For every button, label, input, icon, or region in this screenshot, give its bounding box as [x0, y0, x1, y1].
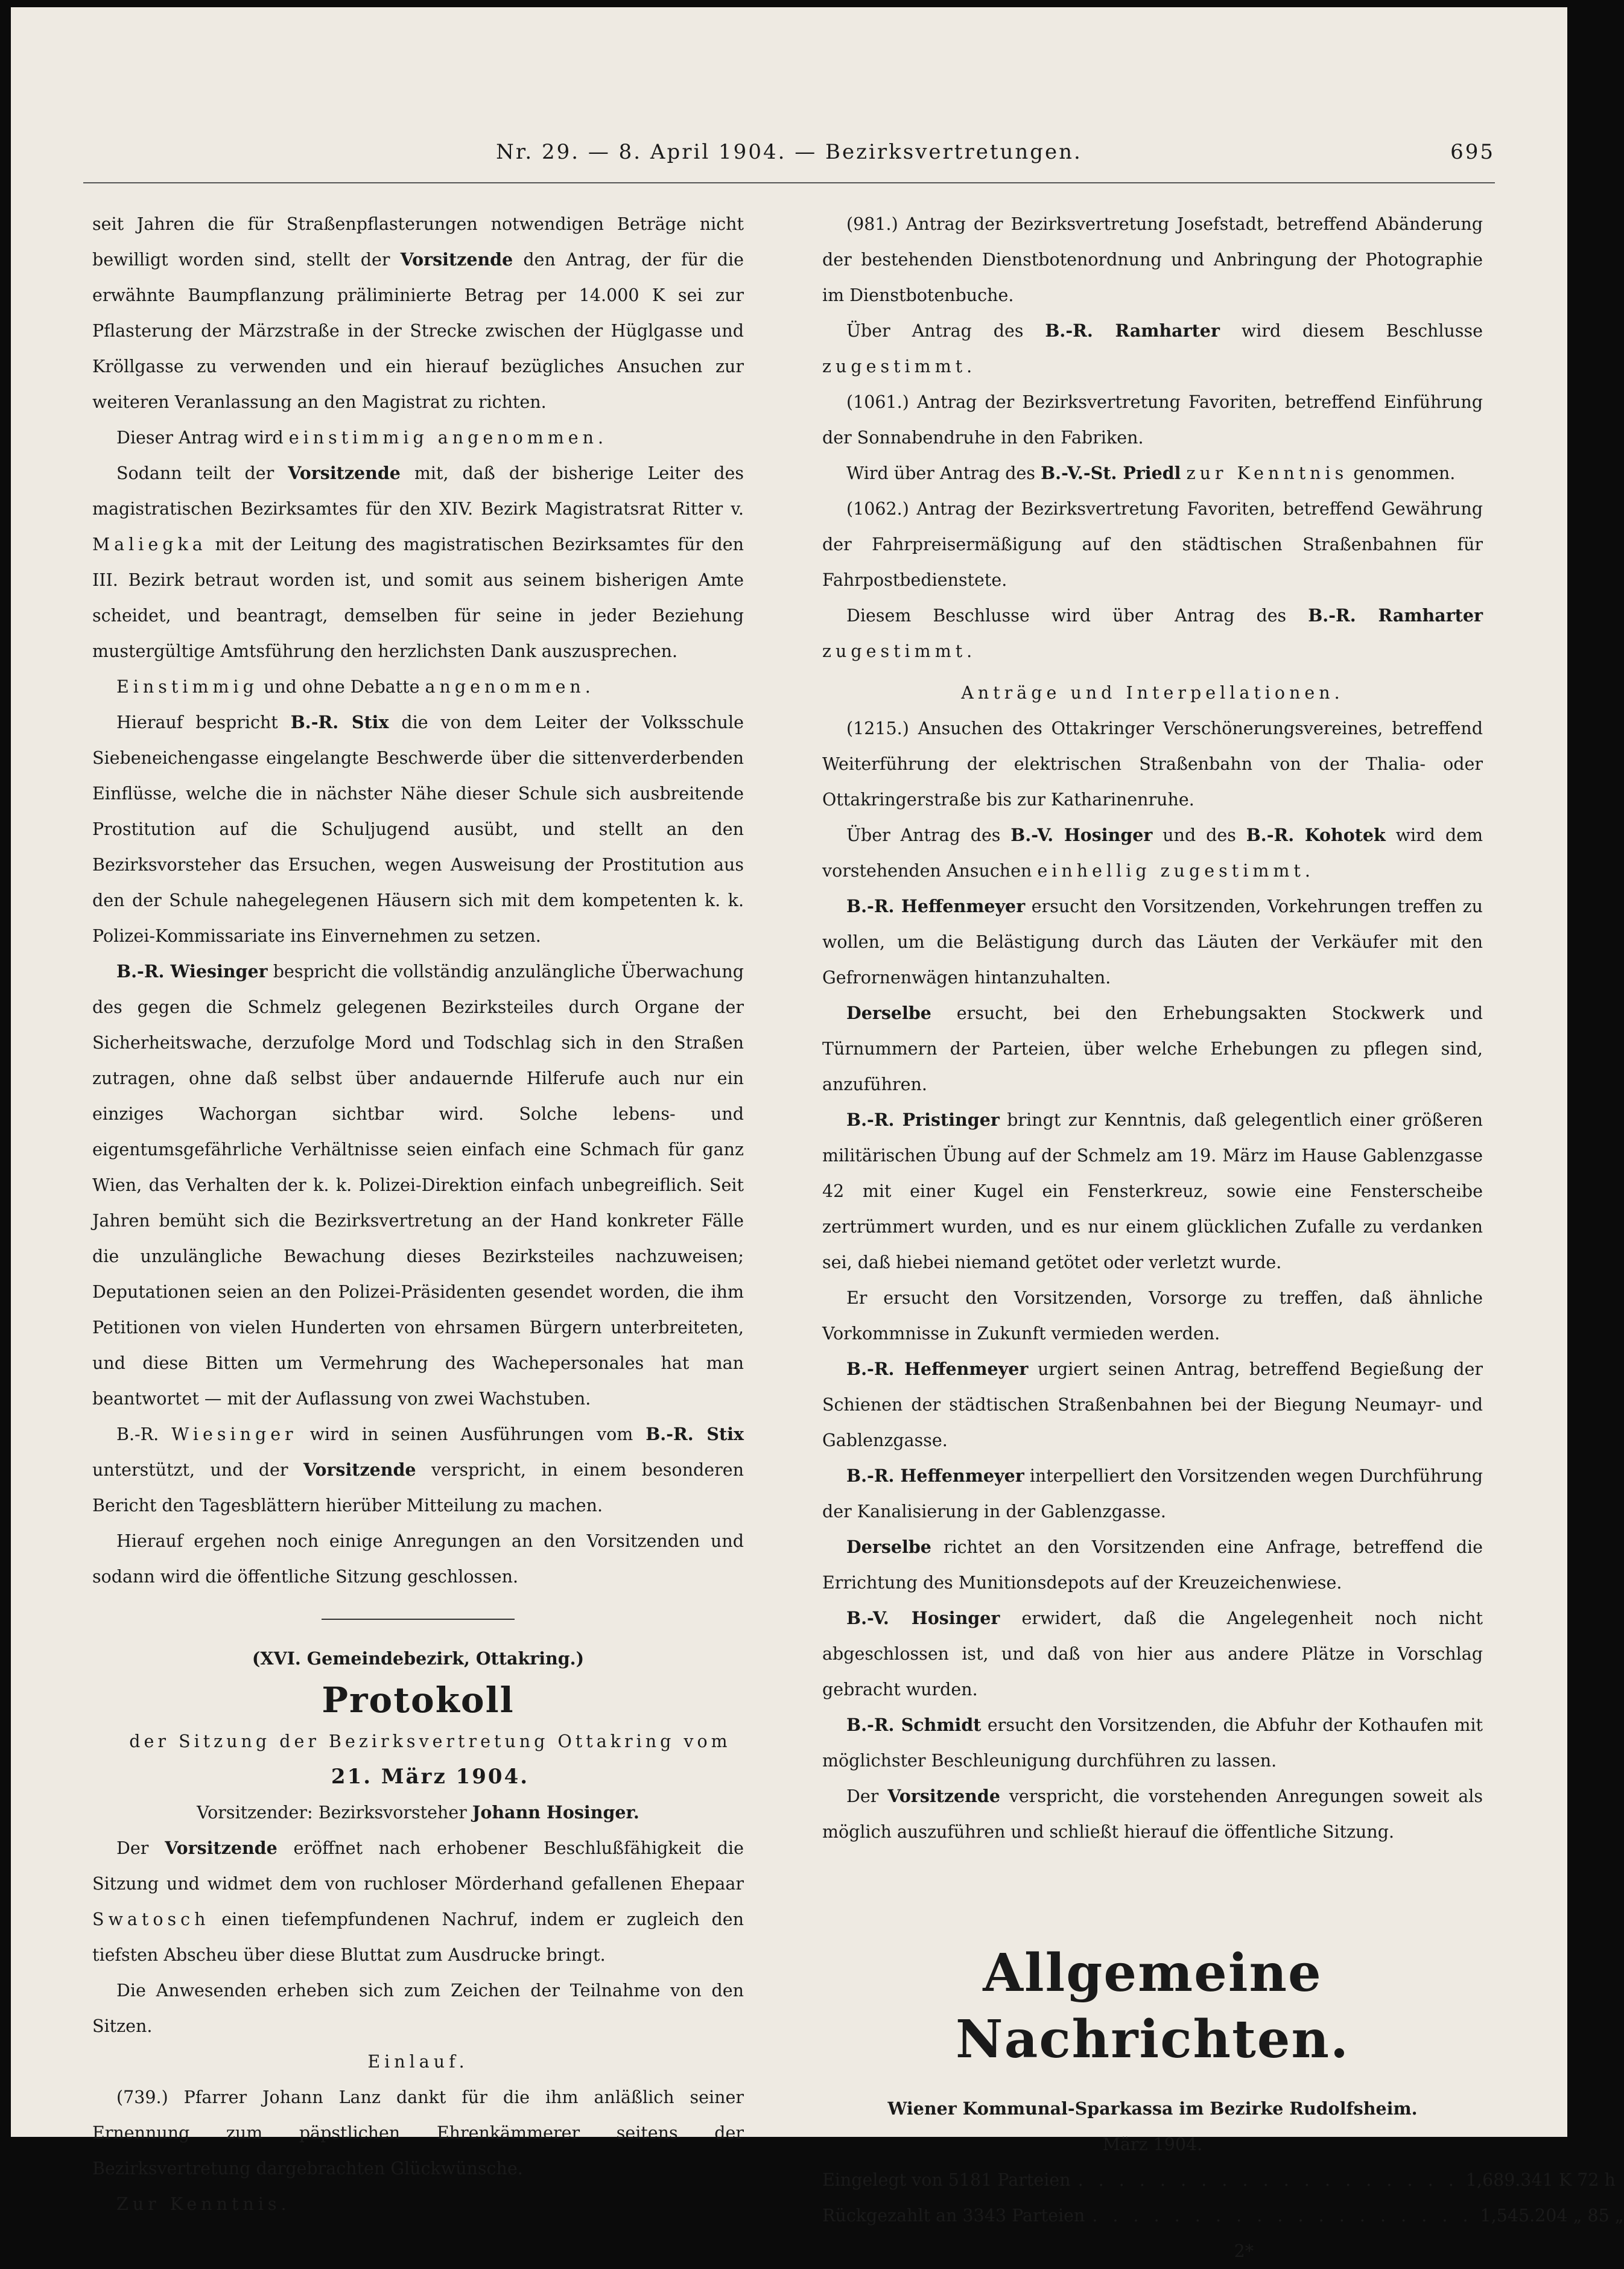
chair-line: Vorsitzender: Bezirksvorsteher Johann Hosinger. — [197, 1802, 639, 1823]
speaker: B.-R. Heffenmeyer — [846, 1359, 1029, 1379]
section-divider — [322, 1619, 515, 1620]
table-row — [822, 2162, 1616, 2198]
paragraph: Einstimmig und ohne Debatte angenommen. — [116, 677, 595, 697]
speaker: B.-R. Pristinger — [846, 1109, 1000, 1130]
speaker: Vorsitzende — [303, 1459, 416, 1480]
speaker: B.-R. Ramharter — [1308, 605, 1483, 626]
paragraph: Der Vorsitzende verspricht, die vorstehenden Anregungen soweit als möglich auszuführen und schließt hierauf die öffentliche Sitzung. — [822, 1786, 1483, 1842]
speaker: B.-V. Hosinger — [1010, 825, 1153, 845]
paragraph: (981.) Antrag der Bezirksvertretung Josefstadt, betreffend Abänderung der bestehenden Dienstbotenordnung und Anbringung der Photographie im Dienstbotenbuche. — [822, 214, 1483, 305]
session-line: der Sitzung der Bezirksvertretung Ottakring vom — [129, 1731, 731, 1751]
antraege-heading: Anträge und Interpellationen. — [961, 683, 1344, 703]
leader-dots: . . . . . . . . . . . . . . . . . . . — [1092, 2206, 1473, 2226]
einlauf-heading: Einlauf. — [367, 2052, 469, 2072]
kasse-heading: Wiener Kommunal-Sparkassa im Bezirke Rudolfsheim. — [887, 2098, 1418, 2119]
paragraph: Wird über Antrag des B.-V.-St. Priedl zur Kenntnis genommen. — [846, 463, 1456, 483]
paragraph: Hierauf bespricht B.-R. Stix die von dem Leiter der Volksschule Siebeneichengasse eingelangte Beschwerde über die sittenverderbenden Einflüsse, welche die in nächster Nähe dieser Schule sich ausbreitende Prostitution auf die Schuljugend ausübt, und stellt an den Bezirksvorsteher das Ersuchen, wegen Ausweisung der Prostitution aus den der Schule nahegelegenen Häusern sich mit dem kompetenten k. k. Polizei-Kommissariate ins Einvernehmen zu setzen. — [92, 712, 744, 946]
resolution: einhellig zugestimmt. — [1037, 861, 1315, 881]
resolution: zur Kenntnis — [1186, 463, 1348, 483]
person-name: Maliegka — [92, 535, 207, 554]
speaker: Vorsitzende — [400, 249, 513, 270]
resolution: zugestimmt. — [822, 641, 977, 661]
table-row — [822, 2198, 1624, 2233]
speaker: B.-R. Heffenmeyer — [846, 1465, 1024, 1486]
paragraph: (1062.) Antrag der Bezirksvertretung Favoriten, betreffend Gewährung der Fahrpreisermäßigung auf den städtischen Straßenbahnen für Fahrpostbedienstete. — [822, 499, 1483, 590]
paragraph: Zur Kenntnis. — [116, 2194, 291, 2214]
speaker: B.-V.-St. Priedl — [1041, 463, 1181, 483]
speaker: B.-R. Heffenmeyer — [846, 896, 1026, 916]
paragraph: B.-R. Wiesinger wird in seinen Ausführungen vom B.-R. Stix unterstützt, und der Vorsitzende verspricht, in einem besonderen Bericht den Tagesblättern hierüber Mitteilung zu machen. — [92, 1424, 744, 1515]
resolution: zugestimmt. — [822, 357, 977, 376]
person-name: Swatosch — [92, 1909, 210, 1929]
paragraph: Dieser Antrag wird einstimmig angenommen. — [116, 428, 608, 448]
paragraph: B.-R. Schmidt ersucht den Vorsitzenden, die Abfuhr der Kothaufen mit möglichster Beschleunigung durchführen zu lassen. — [822, 1715, 1483, 1771]
newspaper-page — [11, 7, 1624, 2261]
paragraph: B.-V. Hosinger erwidert, daß die Angelegenheit noch nicht abgeschlossen ist, und daß von hier aus andere Plätze in Vorschlag gebracht wurden. — [822, 1608, 1483, 1699]
signature-mark: 2* — [1234, 2241, 1254, 2261]
speaker: B.-V. Hosinger — [846, 1608, 1000, 1628]
speaker: B.-R. Schmidt — [846, 1715, 982, 1735]
speaker: Derselbe — [846, 1537, 931, 1557]
paragraph: B.-R. Heffenmeyer ersucht den Vorsitzenden, Vorkehrungen treffen zu wollen, um die Belästigung durch das Läuten der Verkäufer mit den Gefrornenwägen hintanzuhalten. — [822, 896, 1483, 988]
speaker: B.-R. Wiesinger — [116, 961, 268, 982]
running-header: Nr. 29. — 8. April 1904. — Bezirksvertretungen. — [496, 140, 1082, 164]
speaker: B.-R. Kohotek — [1246, 825, 1386, 845]
person-name: Wiesinger — [171, 1424, 297, 1444]
news-title: Allgemeine Nachrichten. — [955, 1943, 1350, 2070]
paragraph: Über Antrag des B.-R. Ramharter wird diesem Beschlusse zugestimmt. — [822, 320, 1483, 376]
speaker: Vorsitzende — [288, 463, 401, 483]
header-rule — [83, 182, 1495, 183]
chair-name: Johann Hosinger. — [472, 1802, 639, 1823]
speaker: B.-R. Stix — [290, 712, 389, 732]
speaker: Derselbe — [846, 1003, 931, 1023]
session-date: 21. März 1904. — [331, 1765, 530, 1789]
section-heading: (XVI. Gemeindebezirk, Ottakring.) — [252, 1648, 585, 1669]
paragraph: Sodann teilt der Vorsitzende mit, daß der bisherige Leiter des magistratischen Bezirksamtes für den XIV. Bezirk Magistratsrat Ritter v. Maliegka mit der Leitung des magistratischen Bezirksamtes für den III. Bezirk betraut worden ist, und somit aus seinem bisherigen Amte scheidet, und beantragt, demselben für seine in jeder Beziehung mustergültige Amtsführung den herzlichsten Dank auszusprechen. — [92, 463, 744, 661]
page-header — [83, 140, 1495, 176]
paragraph: Er ersucht den Vorsitzenden, Vorsorge zu treffen, daß ähnliche Vorkommnisse in Zukunft vermieden werden. — [822, 1288, 1483, 1344]
speaker: B.-R. Ramharter — [1045, 320, 1220, 341]
row-label: Eingelegt von 5181 Parteien — [822, 2170, 1071, 2190]
paragraph: Der Vorsitzende eröffnet nach erhobener Beschlußfähigkeit die Sitzung und widmet dem von ruchloser Mörderhand gefallenen Ehepaar Swatosch einen tiefempfundenen Nachruf, indem er zugleich den tiefsten Abscheu über diese Bluttat zum Ausdrucke bringt. — [92, 1838, 744, 1965]
paragraph: Die Anwesenden erheben sich zum Zeichen der Teilnahme von den Sitzen. — [92, 1981, 744, 2036]
paragraph: Diesem Beschlusse wird über Antrag des B.-R. Ramharter zugestimmt. — [822, 605, 1483, 661]
paragraph: Derselbe ersucht, bei den Erhebungsakten Stockwerk und Türnummern der Parteien, über welche Erhebungen zu pflegen sind, anzuführen. — [822, 1003, 1483, 1094]
speaker: Vorsitzende — [165, 1838, 278, 1858]
paragraph: (1215.) Ansuchen des Ottakringer Verschönerungsvereines, betreffend Weiterführung der elektrischen Straßenbahn von der Thalia- oder Ottakringerstraße bis zur Katharinenruhe. — [822, 719, 1483, 810]
paragraph: (739.) Pfarrer Johann Lanz dankt für die ihm anläßlich seiner Ernennung zum päpstlichen Ehrenkämmerer seitens der Bezirksvertretung dargebrachten Glückwünsche. — [92, 2087, 744, 2179]
paragraph: B.-R. Heffenmeyer interpelliert den Vorsitzenden wegen Durchführung der Kanalisierung in der Gablenzgasse. — [822, 1465, 1483, 1522]
paragraph: (1061.) Antrag der Bezirksvertretung Favoriten, betreffend Einführung der Sonnabendruhe in den Fabriken. — [822, 392, 1483, 448]
page-number: 695 — [1450, 140, 1495, 164]
paragraph: Hierauf ergehen noch einige Anregungen an den Vorsitzenden und sodann wird die öffentliche Sitzung geschlossen. — [92, 1531, 744, 1587]
speaker: B.-R. Stix — [645, 1424, 744, 1444]
paragraph: B.-R. Heffenmeyer urgiert seinen Antrag, betreffend Begießung der Schienen der städtischen Straßenbahnen bei der Biegung Neumayr- und Gablenzgasse. — [822, 1359, 1483, 1450]
left-column — [92, 206, 744, 2222]
protokoll-title: Protokoll — [322, 1680, 515, 1721]
paragraph: B.-R. Wiesinger bespricht die vollständig anzulängliche Überwachung des gegen die Schmelz gelegenen Bezirksteiles durch Organe der Sicherheitswache, derzufolge Mord und Todschlag sich in den Straßen zutragen, ohne daß selbst über andauernde Hilferufe auch nur ein einziges Wachorgan sichtbar wird. Solche lebens- und eigentumsgefährliche Verhältnisse seien einfach eine Schmach für ganz Wien, das Verhalten der k. k. Polizei-Direktion einfach unbegreiflich. Seit Jahren bemüht sich die Bezirksvertretung an der Hand konkreter Fälle die unzulängliche Bewachung dieses Bezirksteiles nachzuweisen; Deputationen seien an den Polizei-Präsidenten gesendet worden, die ihm Petitionen von vielen Hunderten von ehrsamen Bürgern unterbreiteten, und diese Bitten um Vermehrung des Wachepersonales hat man beantwortet — mit der Auflassung von zwei Wachstuben. — [92, 961, 744, 1409]
right-column — [822, 206, 1624, 2269]
paragraph: B.-R. Pristinger bringt zur Kenntnis, daß gelegentlich einer größeren militärischen Übung auf der Schmelz am 19. März im Hause Gablenzgasse 42 mit einer Kugel ein Fensterkreuz, sowie eine Fensterscheibe zertrümmert wurden, und es nur einem glücklichen Zufalle zu verdanken sei, daß hiebei niemand getötet oder verletzt wurde. — [822, 1109, 1483, 1272]
resolution: einstimmig angenommen. — [288, 428, 608, 448]
row-value: 1,689.341 K 72 h — [1465, 2170, 1616, 2190]
leader-dots: . . . . . . . . . . . . . . . . . . . — [1077, 2170, 1459, 2190]
row-label: Rückgezahlt an 3343 Parteien — [822, 2206, 1085, 2226]
report-month: März 1904. — [1102, 2134, 1203, 2154]
paragraph: Über Antrag des B.-V. Hosinger und des B.-R. Kohotek wird dem vorstehenden Ansuchen einhellig zugestimmt. — [822, 825, 1483, 881]
paragraph: Derselbe richtet an den Vorsitzenden eine Anfrage, betreffend die Errichtung des Munitionsdepots auf der Kreuzeichenwiese. — [822, 1537, 1483, 1593]
row-value: 1,545.204 „ 85 „ — [1480, 2206, 1624, 2226]
savings-table — [822, 2162, 1624, 2233]
paragraph: seit Jahren die für Straßenpflasterungen notwendigen Beträge nicht bewilligt worden sind, stellt der Vorsitzende den Antrag, der für die erwähnte Baumpflanzung präliminierte Betrag per 14.000 K sei zur Pflasterung der Märzstraße in der Strecke zwischen der Hüglgasse und Kröllgasse zu verwenden und ein hierauf bezügliches Ansuchen zur weiteren Veranlassung an den Magistrat zu richten. — [92, 214, 744, 412]
speaker: Vorsitzende — [887, 1786, 1000, 1806]
